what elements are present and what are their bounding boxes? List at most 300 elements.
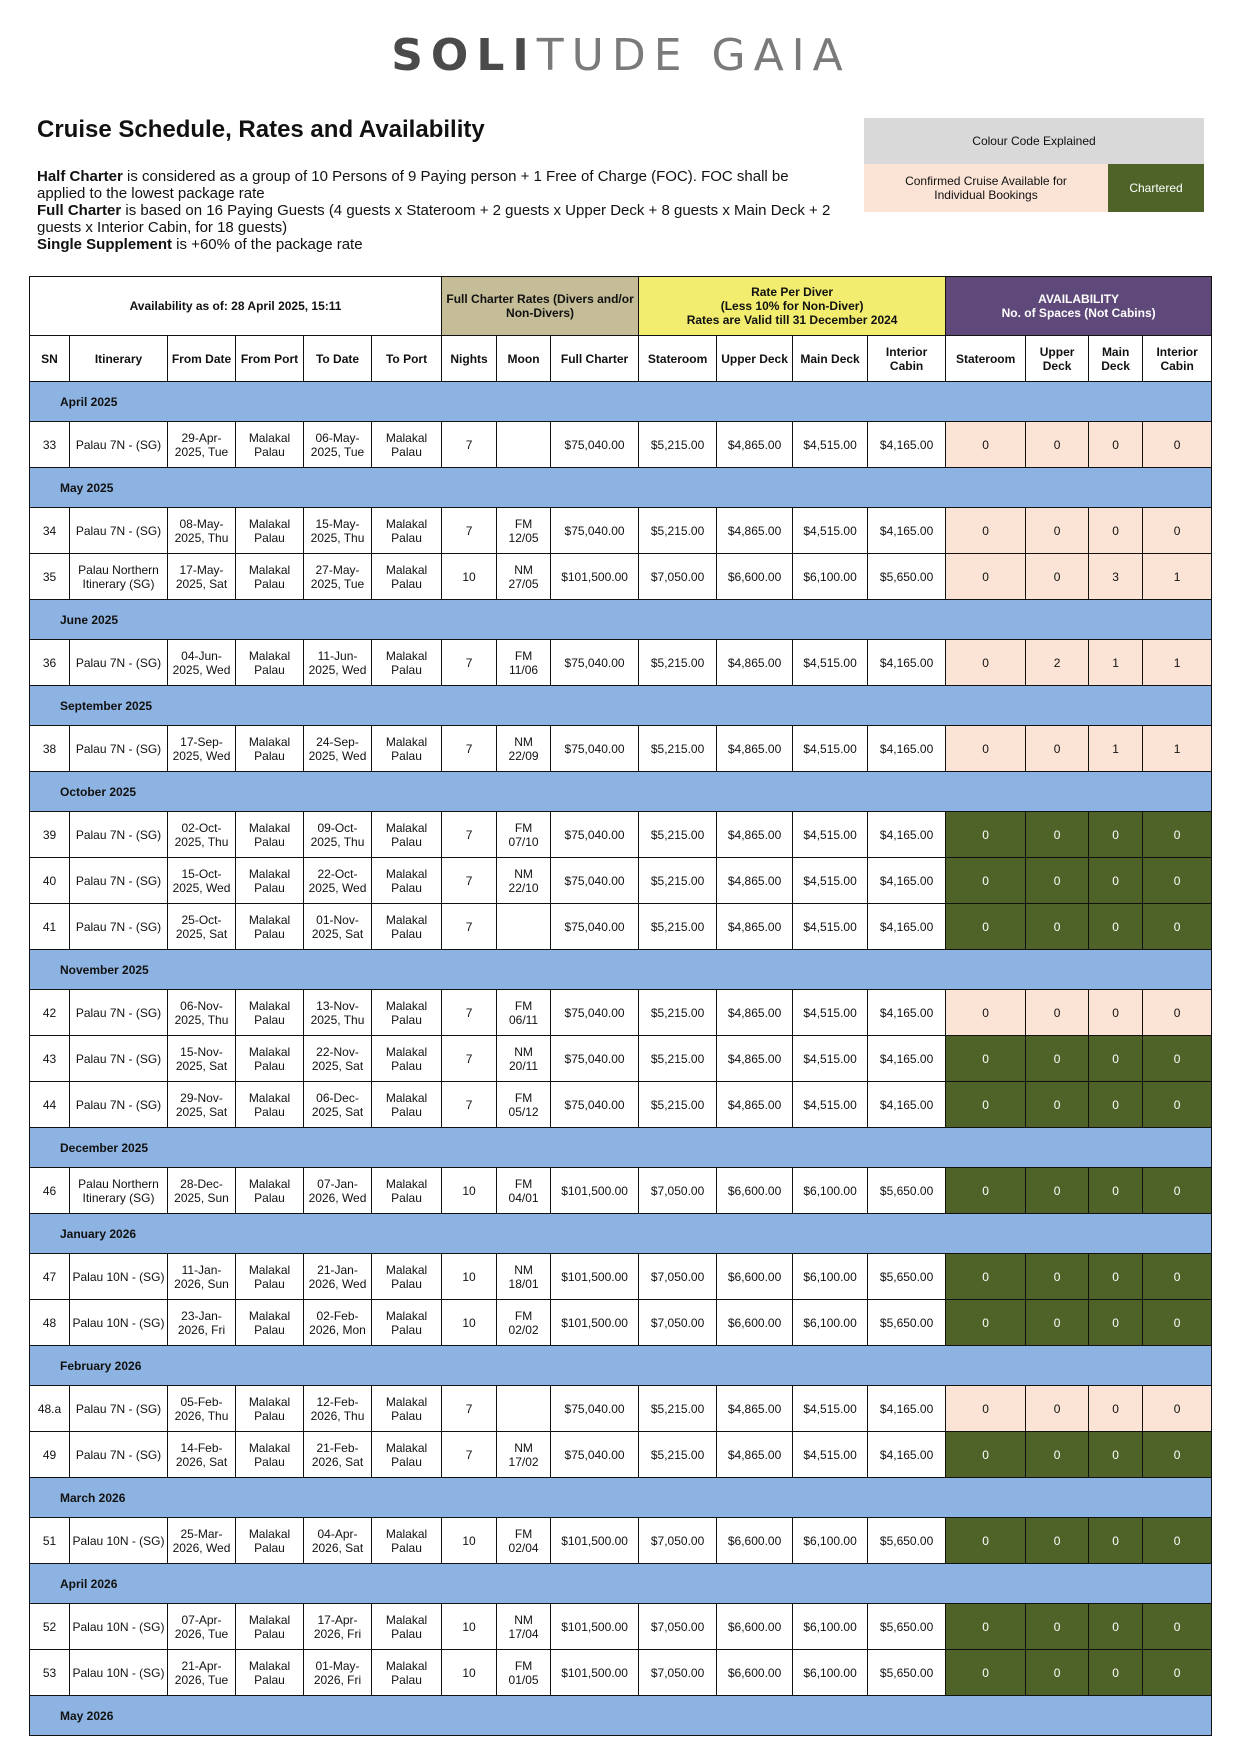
table-row <box>30 1518 1212 1564</box>
nights-cell: 7 <box>442 904 497 950</box>
sn-cell: 49 <box>30 1432 70 1478</box>
itinerary-cell: Palau 7N - (SG) <box>70 508 168 554</box>
from-port-cell: Malakal Palau <box>236 554 304 600</box>
moon-cell: FM 05/12 <box>497 1082 551 1128</box>
upper-deck-rate-cell: $4,865.00 <box>717 990 793 1036</box>
interior-cabin-rate-cell: $4,165.00 <box>868 990 946 1036</box>
upper-deck-avail-cell: 0 <box>1026 1300 1089 1346</box>
column-header: Full Charter <box>551 336 639 382</box>
interior-cabin-rate-cell: $4,165.00 <box>868 422 946 468</box>
from-date-cell: 29-Apr-2025, Tue <box>168 422 236 468</box>
main-deck-avail-cell: 0 <box>1089 422 1143 468</box>
upper-deck-rate-cell: $6,600.00 <box>717 1650 793 1696</box>
itinerary-cell: Palau 7N - (SG) <box>70 1432 168 1478</box>
from-port-cell: Malakal Palau <box>236 1254 304 1300</box>
from-port-cell: Malakal Palau <box>236 640 304 686</box>
to-date-cell: 12-Feb-2026, Thu <box>304 1386 372 1432</box>
table-row <box>30 812 1212 858</box>
column-header: Stateroom <box>946 336 1026 382</box>
sn-cell: 40 <box>30 858 70 904</box>
nights-cell: 10 <box>442 1300 497 1346</box>
logo-part-2: TUDE GAIA <box>536 30 851 81</box>
main-deck-avail-cell: 0 <box>1089 812 1143 858</box>
rate-group-line-1: Rate Per Diver <box>751 285 834 299</box>
from-port-cell: Malakal Palau <box>236 508 304 554</box>
to-date-cell: 22-Nov-2025, Sat <box>304 1036 372 1082</box>
main-deck-avail-cell: 0 <box>1089 1082 1143 1128</box>
month-label: February 2026 <box>30 1346 1212 1386</box>
stateroom-avail-cell: 0 <box>946 726 1026 772</box>
full-charter-cell: $75,040.00 <box>551 422 639 468</box>
full-charter-cell: $75,040.00 <box>551 1082 639 1128</box>
upper-deck-avail-cell: 0 <box>1026 508 1089 554</box>
upper-deck-avail-cell: 0 <box>1026 858 1089 904</box>
moon-cell: FM 06/11 <box>497 990 551 1036</box>
to-port-cell: Malakal Palau <box>372 640 442 686</box>
sn-cell: 51 <box>30 1518 70 1564</box>
moon-cell <box>497 422 551 468</box>
upper-deck-rate-cell: $4,865.00 <box>717 1432 793 1478</box>
itinerary-cell: Palau 7N - (SG) <box>70 858 168 904</box>
stateroom-rate-cell: $7,050.00 <box>639 554 717 600</box>
rate-group-line-2: (Less 10% for Non-Diver) <box>720 299 864 313</box>
to-date-cell: 21-Feb-2026, Sat <box>304 1432 372 1478</box>
upper-deck-rate-cell: $4,865.00 <box>717 508 793 554</box>
to-date-cell: 06-Dec-2025, Sat <box>304 1082 372 1128</box>
main-deck-rate-cell: $6,100.00 <box>793 1168 868 1214</box>
upper-deck-avail-cell: 0 <box>1026 1518 1089 1564</box>
stateroom-rate-cell: $7,050.00 <box>639 1650 717 1696</box>
to-date-cell: 15-May-2025, Thu <box>304 508 372 554</box>
main-deck-rate-cell: $6,100.00 <box>793 1650 868 1696</box>
table-row <box>30 1300 1212 1346</box>
to-port-cell: Malakal Palau <box>372 1604 442 1650</box>
half-charter-text: is considered as a group of 10 Persons of 9 Paying person + 1 Free of Charge (FOC). FOC shall be applied to the lowest package rate <box>37 168 789 202</box>
interior-cabin-rate-cell: $5,650.00 <box>868 1254 946 1300</box>
interior-cabin-rate-cell: $5,650.00 <box>868 554 946 600</box>
stateroom-rate-cell: $5,215.00 <box>639 1036 717 1082</box>
column-header: Main Deck <box>793 336 868 382</box>
column-header: Upper Deck <box>1026 336 1089 382</box>
to-date-cell: 21-Jan-2026, Wed <box>304 1254 372 1300</box>
itinerary-cell: Palau 7N - (SG) <box>70 1082 168 1128</box>
full-charter-cell: $101,500.00 <box>551 1604 639 1650</box>
upper-deck-rate-cell: $4,865.00 <box>717 904 793 950</box>
main-deck-avail-cell: 0 <box>1089 1604 1143 1650</box>
sn-cell: 47 <box>30 1254 70 1300</box>
main-deck-rate-cell: $6,100.00 <box>793 1518 868 1564</box>
interior-cabin-avail-cell: 0 <box>1143 1432 1212 1478</box>
from-date-cell: 17-May-2025, Sat <box>168 554 236 600</box>
to-date-cell: 07-Jan-2026, Wed <box>304 1168 372 1214</box>
nights-cell: 10 <box>442 1518 497 1564</box>
upper-deck-rate-cell: $4,865.00 <box>717 1082 793 1128</box>
interior-cabin-rate-cell: $4,165.00 <box>868 1432 946 1478</box>
stateroom-rate-cell: $5,215.00 <box>639 508 717 554</box>
sn-cell: 44 <box>30 1082 70 1128</box>
full-charter-cell: $101,500.00 <box>551 1650 639 1696</box>
interior-cabin-rate-cell: $5,650.00 <box>868 1650 946 1696</box>
to-date-cell: 24-Sep-2025, Wed <box>304 726 372 772</box>
table-row <box>30 1604 1212 1650</box>
column-header: From Port <box>236 336 304 382</box>
full-charter-cell: $101,500.00 <box>551 1168 639 1214</box>
table-row <box>30 640 1212 686</box>
full-charter-cell: $101,500.00 <box>551 1518 639 1564</box>
itinerary-cell: Palau 7N - (SG) <box>70 1036 168 1082</box>
table-row <box>30 858 1212 904</box>
stateroom-avail-cell: 0 <box>946 990 1026 1036</box>
stateroom-rate-cell: $7,050.00 <box>639 1518 717 1564</box>
interior-cabin-avail-cell: 1 <box>1143 726 1212 772</box>
from-port-cell: Malakal Palau <box>236 990 304 1036</box>
column-header: To Port <box>372 336 442 382</box>
moon-cell: NM 18/01 <box>497 1254 551 1300</box>
to-date-cell: 01-May-2026, Fri <box>304 1650 372 1696</box>
from-port-cell: Malakal Palau <box>236 1518 304 1564</box>
interior-cabin-avail-cell: 0 <box>1143 1650 1212 1696</box>
upper-deck-avail-cell: 0 <box>1026 422 1089 468</box>
from-port-cell: Malakal Palau <box>236 422 304 468</box>
page-title: Cruise Schedule, Rates and Availability <box>37 116 485 143</box>
moon-cell: NM 22/10 <box>497 858 551 904</box>
upper-deck-avail-cell: 0 <box>1026 1650 1089 1696</box>
interior-cabin-avail-cell: 1 <box>1143 640 1212 686</box>
legend-chartered: Chartered <box>1108 164 1204 212</box>
to-date-cell: 06-May-2025, Tue <box>304 422 372 468</box>
single-supplement-note <box>37 236 837 253</box>
table-row <box>30 1432 1212 1478</box>
availability-group-line-1: AVAILABILITY <box>1038 292 1120 306</box>
main-deck-avail-cell: 0 <box>1089 1432 1143 1478</box>
stateroom-avail-cell: 0 <box>946 1036 1026 1082</box>
full-charter-cell: $75,040.00 <box>551 508 639 554</box>
full-charter-cell: $75,040.00 <box>551 1036 639 1082</box>
main-deck-rate-cell: $4,515.00 <box>793 726 868 772</box>
month-label: March 2026 <box>30 1478 1212 1518</box>
upper-deck-avail-cell: 0 <box>1026 1082 1089 1128</box>
interior-cabin-rate-cell: $4,165.00 <box>868 508 946 554</box>
full-charter-group-header: Full Charter Rates (Divers and/or Non-Divers) <box>442 277 639 336</box>
to-port-cell: Malakal Palau <box>372 1300 442 1346</box>
upper-deck-avail-cell: 0 <box>1026 904 1089 950</box>
main-deck-avail-cell: 0 <box>1089 508 1143 554</box>
to-date-cell: 04-Apr-2026, Sat <box>304 1518 372 1564</box>
stateroom-rate-cell: $5,215.00 <box>639 1386 717 1432</box>
from-date-cell: 21-Apr-2026, Tue <box>168 1650 236 1696</box>
stateroom-rate-cell: $7,050.00 <box>639 1254 717 1300</box>
moon-cell: NM 27/05 <box>497 554 551 600</box>
main-deck-rate-cell: $4,515.00 <box>793 812 868 858</box>
nights-cell: 10 <box>442 1254 497 1300</box>
to-port-cell: Malakal Palau <box>372 1254 442 1300</box>
interior-cabin-avail-cell: 0 <box>1143 1604 1212 1650</box>
moon-cell: FM 04/01 <box>497 1168 551 1214</box>
stateroom-rate-cell: $5,215.00 <box>639 990 717 1036</box>
interior-cabin-rate-cell: $4,165.00 <box>868 640 946 686</box>
from-date-cell: 25-Mar-2026, Wed <box>168 1518 236 1564</box>
stateroom-avail-cell: 0 <box>946 904 1026 950</box>
full-charter-cell: $75,040.00 <box>551 640 639 686</box>
from-date-cell: 15-Oct-2025, Wed <box>168 858 236 904</box>
half-charter-label: Half Charter <box>37 168 123 185</box>
from-date-cell: 07-Apr-2026, Tue <box>168 1604 236 1650</box>
from-date-cell: 28-Dec-2025, Sun <box>168 1168 236 1214</box>
full-charter-cell: $75,040.00 <box>551 812 639 858</box>
month-label: October 2025 <box>30 772 1212 812</box>
brand-logo <box>0 30 1242 81</box>
interior-cabin-avail-cell: 0 <box>1143 508 1212 554</box>
full-charter-cell: $75,040.00 <box>551 726 639 772</box>
nights-cell: 7 <box>442 990 497 1036</box>
main-deck-rate-cell: $6,100.00 <box>793 554 868 600</box>
moon-cell: FM 11/06 <box>497 640 551 686</box>
main-deck-avail-cell: 3 <box>1089 554 1143 600</box>
table-row <box>30 1386 1212 1432</box>
column-header: To Date <box>304 336 372 382</box>
itinerary-cell: Palau 10N - (SG) <box>70 1650 168 1696</box>
table-row <box>30 904 1212 950</box>
rate-group-line-3: Rates are Valid till 31 December 2024 <box>686 313 898 327</box>
availability-group-line-2: No. of Spaces (Not Cabins) <box>1001 306 1156 320</box>
itinerary-cell: Palau 7N - (SG) <box>70 812 168 858</box>
itinerary-cell: Palau 10N - (SG) <box>70 1604 168 1650</box>
column-header: Nights <box>442 336 497 382</box>
interior-cabin-avail-cell: 0 <box>1143 422 1212 468</box>
to-port-cell: Malakal Palau <box>372 1432 442 1478</box>
upper-deck-rate-cell: $4,865.00 <box>717 858 793 904</box>
table-row <box>30 422 1212 468</box>
full-charter-cell: $75,040.00 <box>551 990 639 1036</box>
main-deck-avail-cell: 0 <box>1089 1650 1143 1696</box>
stateroom-avail-cell: 0 <box>946 1432 1026 1478</box>
nights-cell: 10 <box>442 1650 497 1696</box>
stateroom-rate-cell: $5,215.00 <box>639 1432 717 1478</box>
to-port-cell: Malakal Palau <box>372 1168 442 1214</box>
to-date-cell: 11-Jun-2025, Wed <box>304 640 372 686</box>
main-deck-rate-cell: $4,515.00 <box>793 1432 868 1478</box>
sn-cell: 35 <box>30 554 70 600</box>
nights-cell: 7 <box>442 640 497 686</box>
moon-cell: FM 02/02 <box>497 1300 551 1346</box>
upper-deck-rate-cell: $4,865.00 <box>717 726 793 772</box>
full-charter-cell: $75,040.00 <box>551 858 639 904</box>
sn-cell: 33 <box>30 422 70 468</box>
full-charter-cell: $101,500.00 <box>551 1254 639 1300</box>
interior-cabin-rate-cell: $4,165.00 <box>868 812 946 858</box>
table-row <box>30 1650 1212 1696</box>
stateroom-rate-cell: $5,215.00 <box>639 904 717 950</box>
from-port-cell: Malakal Palau <box>236 1036 304 1082</box>
month-label: June 2025 <box>30 600 1212 640</box>
to-port-cell: Malakal Palau <box>372 1518 442 1564</box>
availability-as-of: Availability as of: 28 April 2025, 15:11 <box>30 277 442 336</box>
from-date-cell: 02-Oct-2025, Thu <box>168 812 236 858</box>
full-charter-label: Full Charter <box>37 202 122 219</box>
stateroom-avail-cell: 0 <box>946 1300 1026 1346</box>
stateroom-avail-cell: 0 <box>946 508 1026 554</box>
intro-text <box>37 168 837 253</box>
month-row <box>30 950 1212 990</box>
table-row <box>30 990 1212 1036</box>
from-date-cell: 15-Nov-2025, Sat <box>168 1036 236 1082</box>
month-row <box>30 772 1212 812</box>
column-header: Itinerary <box>70 336 168 382</box>
itinerary-cell: Palau 7N - (SG) <box>70 1386 168 1432</box>
interior-cabin-avail-cell: 0 <box>1143 1082 1212 1128</box>
stateroom-rate-cell: $5,215.00 <box>639 422 717 468</box>
month-row <box>30 1478 1212 1518</box>
half-charter-note <box>37 168 837 202</box>
itinerary-cell: Palau 7N - (SG) <box>70 726 168 772</box>
full-charter-text: is based on 16 Paying Guests (4 guests x Stateroom + 2 guests x Upper Deck + 8 guests x Main Deck + 2 guests x Interior Cabin, for 18 guests) <box>37 202 831 236</box>
main-deck-rate-cell: $4,515.00 <box>793 640 868 686</box>
to-port-cell: Malakal Palau <box>372 990 442 1036</box>
stateroom-avail-cell: 0 <box>946 422 1026 468</box>
to-port-cell: Malakal Palau <box>372 508 442 554</box>
upper-deck-avail-cell: 0 <box>1026 1254 1089 1300</box>
upper-deck-rate-cell: $6,600.00 <box>717 1604 793 1650</box>
interior-cabin-avail-cell: 0 <box>1143 858 1212 904</box>
upper-deck-rate-cell: $6,600.00 <box>717 1300 793 1346</box>
moon-cell <box>497 1386 551 1432</box>
column-header: Moon <box>497 336 551 382</box>
schedule-table <box>29 276 1212 1736</box>
moon-cell: FM 07/10 <box>497 812 551 858</box>
sn-cell: 42 <box>30 990 70 1036</box>
interior-cabin-rate-cell: $4,165.00 <box>868 726 946 772</box>
sn-cell: 52 <box>30 1604 70 1650</box>
table-row <box>30 1168 1212 1214</box>
colour-legend <box>864 118 1204 212</box>
upper-deck-rate-cell: $6,600.00 <box>717 554 793 600</box>
full-charter-note <box>37 202 837 236</box>
legend-header: Colour Code Explained <box>864 118 1204 164</box>
nights-cell: 7 <box>442 1082 497 1128</box>
column-header: Interior Cabin <box>868 336 946 382</box>
interior-cabin-rate-cell: $5,650.00 <box>868 1168 946 1214</box>
main-deck-rate-cell: $4,515.00 <box>793 508 868 554</box>
itinerary-cell: Palau 7N - (SG) <box>70 422 168 468</box>
upper-deck-rate-cell: $4,865.00 <box>717 1036 793 1082</box>
from-date-cell: 25-Oct-2025, Sat <box>168 904 236 950</box>
nights-cell: 7 <box>442 726 497 772</box>
itinerary-cell: Palau 7N - (SG) <box>70 904 168 950</box>
to-port-cell: Malakal Palau <box>372 812 442 858</box>
upper-deck-avail-cell: 0 <box>1026 990 1089 1036</box>
main-deck-rate-cell: $4,515.00 <box>793 990 868 1036</box>
full-charter-cell: $75,040.00 <box>551 1432 639 1478</box>
nights-cell: 7 <box>442 508 497 554</box>
itinerary-cell: Palau Northern Itinerary (SG) <box>70 554 168 600</box>
month-row <box>30 468 1212 508</box>
table-row <box>30 508 1212 554</box>
moon-cell: NM 17/02 <box>497 1432 551 1478</box>
main-deck-avail-cell: 0 <box>1089 990 1143 1036</box>
from-port-cell: Malakal Palau <box>236 1432 304 1478</box>
moon-cell: NM 17/04 <box>497 1604 551 1650</box>
month-row <box>30 600 1212 640</box>
moon-cell: FM 12/05 <box>497 508 551 554</box>
to-port-cell: Malakal Palau <box>372 1082 442 1128</box>
main-deck-rate-cell: $4,515.00 <box>793 422 868 468</box>
moon-cell: NM 22/09 <box>497 726 551 772</box>
stateroom-rate-cell: $5,215.00 <box>639 858 717 904</box>
stateroom-avail-cell: 0 <box>946 1082 1026 1128</box>
from-date-cell: 23-Jan-2026, Fri <box>168 1300 236 1346</box>
main-deck-avail-cell: 0 <box>1089 1036 1143 1082</box>
to-port-cell: Malakal Palau <box>372 422 442 468</box>
column-header: Stateroom <box>639 336 717 382</box>
nights-cell: 10 <box>442 1168 497 1214</box>
nights-cell: 10 <box>442 554 497 600</box>
from-port-cell: Malakal Palau <box>236 1168 304 1214</box>
interior-cabin-rate-cell: $4,165.00 <box>868 1386 946 1432</box>
interior-cabin-avail-cell: 0 <box>1143 1254 1212 1300</box>
from-port-cell: Malakal Palau <box>236 1082 304 1128</box>
stateroom-rate-cell: $5,215.00 <box>639 1082 717 1128</box>
interior-cabin-avail-cell: 0 <box>1143 990 1212 1036</box>
from-date-cell: 11-Jan-2026, Sun <box>168 1254 236 1300</box>
month-row <box>30 1564 1212 1604</box>
upper-deck-rate-cell: $4,865.00 <box>717 422 793 468</box>
from-port-cell: Malakal Palau <box>236 858 304 904</box>
full-charter-cell: $75,040.00 <box>551 1386 639 1432</box>
stateroom-avail-cell: 0 <box>946 1650 1026 1696</box>
table-row <box>30 1082 1212 1128</box>
to-port-cell: Malakal Palau <box>372 1650 442 1696</box>
main-deck-avail-cell: 0 <box>1089 858 1143 904</box>
to-port-cell: Malakal Palau <box>372 858 442 904</box>
upper-deck-rate-cell: $6,600.00 <box>717 1168 793 1214</box>
to-port-cell: Malakal Palau <box>372 904 442 950</box>
table-row <box>30 554 1212 600</box>
interior-cabin-rate-cell: $5,650.00 <box>868 1604 946 1650</box>
from-date-cell: 17-Sep-2025, Wed <box>168 726 236 772</box>
from-date-cell: 06-Nov-2025, Thu <box>168 990 236 1036</box>
itinerary-cell: Palau 10N - (SG) <box>70 1518 168 1564</box>
stateroom-avail-cell: 0 <box>946 1386 1026 1432</box>
itinerary-cell: Palau 10N - (SG) <box>70 1254 168 1300</box>
interior-cabin-avail-cell: 0 <box>1143 1300 1212 1346</box>
itinerary-cell: Palau 7N - (SG) <box>70 990 168 1036</box>
from-date-cell: 29-Nov-2025, Sat <box>168 1082 236 1128</box>
interior-cabin-avail-cell: 1 <box>1143 554 1212 600</box>
single-supplement-label: Single Supplement <box>37 236 173 253</box>
interior-cabin-avail-cell: 0 <box>1143 1168 1212 1214</box>
month-label: May 2025 <box>30 468 1212 508</box>
month-label: November 2025 <box>30 950 1212 990</box>
from-date-cell: 04-Jun-2025, Wed <box>168 640 236 686</box>
logo-part-1: SOLI <box>391 30 537 81</box>
month-label: May 2026 <box>30 1696 1212 1736</box>
month-label: April 2026 <box>30 1564 1212 1604</box>
stateroom-avail-cell: 0 <box>946 554 1026 600</box>
upper-deck-avail-cell: 0 <box>1026 1386 1089 1432</box>
from-port-cell: Malakal Palau <box>236 1650 304 1696</box>
itinerary-cell: Palau Northern Itinerary (SG) <box>70 1168 168 1214</box>
from-port-cell: Malakal Palau <box>236 726 304 772</box>
from-port-cell: Malakal Palau <box>236 1386 304 1432</box>
full-charter-cell: $101,500.00 <box>551 554 639 600</box>
stateroom-rate-cell: $7,050.00 <box>639 1300 717 1346</box>
from-date-cell: 08-May-2025, Thu <box>168 508 236 554</box>
to-port-cell: Malakal Palau <box>372 1036 442 1082</box>
interior-cabin-avail-cell: 0 <box>1143 1518 1212 1564</box>
stateroom-rate-cell: $7,050.00 <box>639 1604 717 1650</box>
month-row <box>30 1214 1212 1254</box>
interior-cabin-rate-cell: $4,165.00 <box>868 858 946 904</box>
